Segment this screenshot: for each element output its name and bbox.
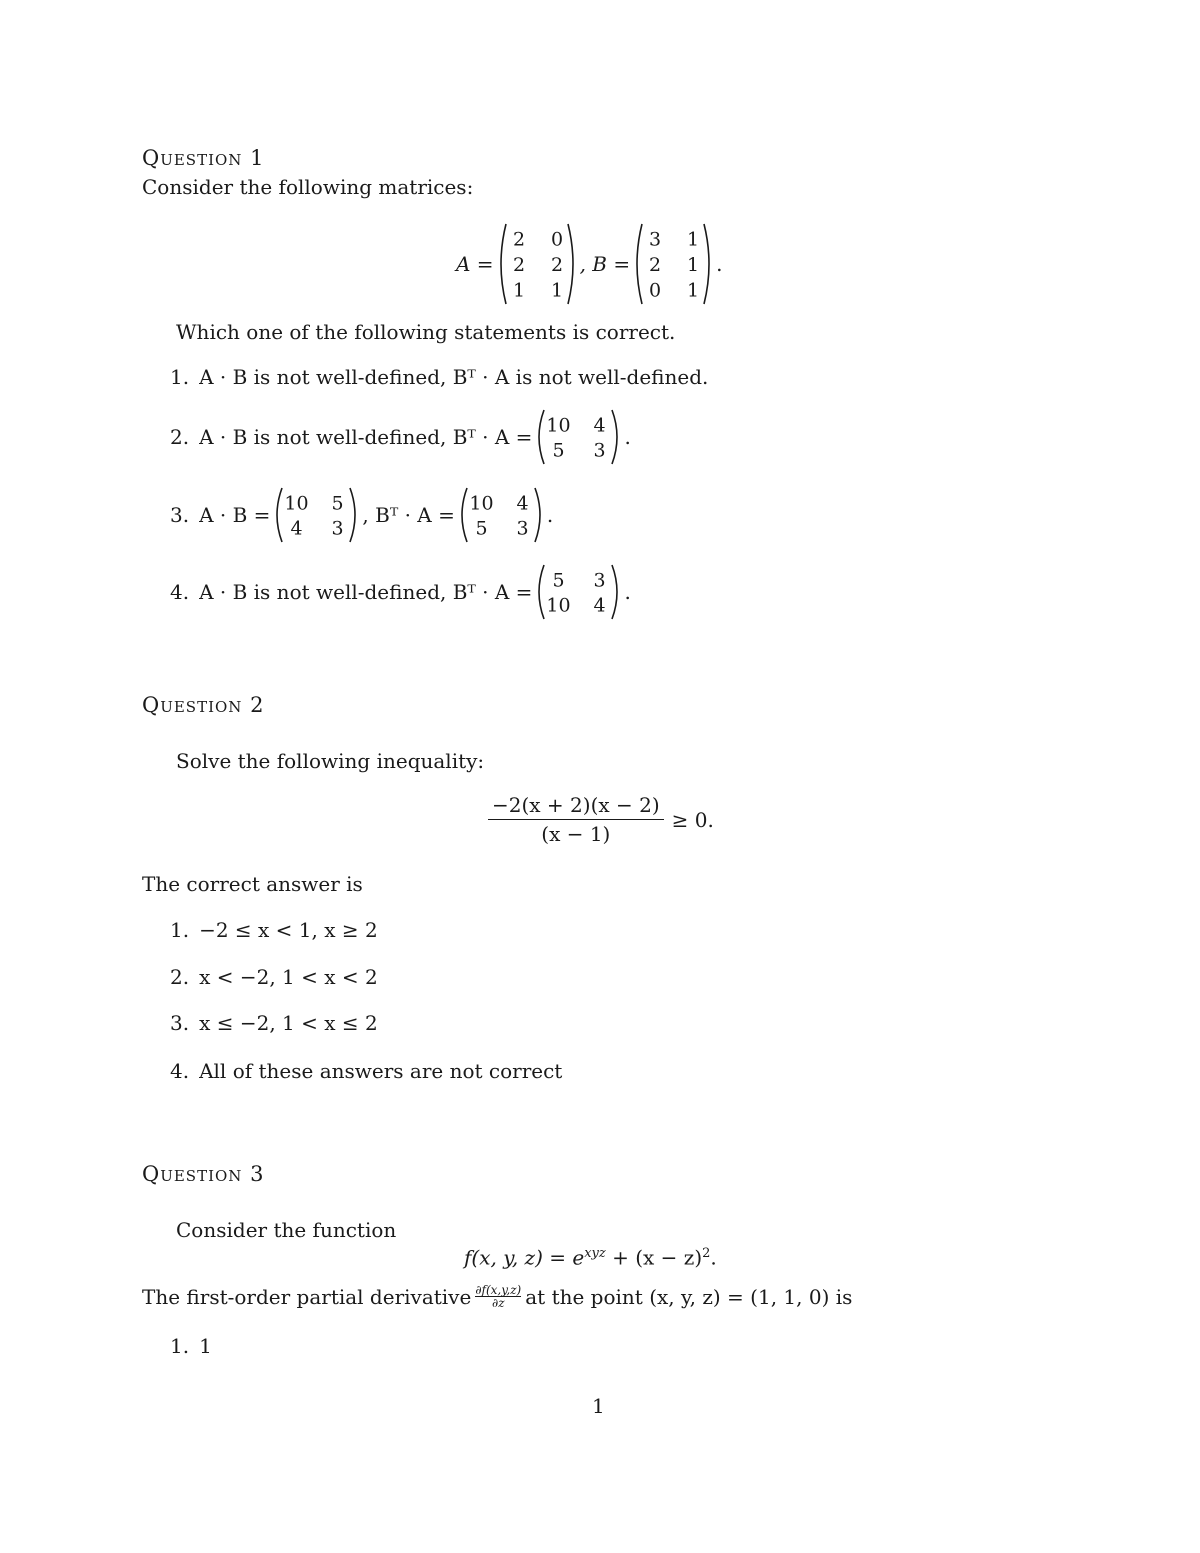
matrix-cell: 1 (512, 279, 525, 302)
matrix-cell: 3 (516, 517, 529, 540)
matrices-display (456, 222, 722, 306)
matrix-cell: 2 (512, 228, 525, 251)
page-number: 1 (592, 1394, 605, 1418)
matrix-cell: 3 (593, 439, 606, 462)
inequality-fraction (488, 795, 664, 844)
question-1-intro: Consider the following matrices: (142, 175, 474, 199)
question-1-heading: Question 1 (142, 146, 265, 170)
derivative-denominator: ∂z (492, 1296, 505, 1310)
derivative-fraction (475, 1284, 521, 1309)
left-paren (637, 224, 642, 304)
option-text: x < −2, 1 < x < 2 (199, 965, 378, 989)
matrix-a (497, 222, 577, 306)
right-paren (612, 565, 617, 619)
left-paren (539, 410, 544, 464)
left-paren (539, 565, 544, 619)
option-text: 1 (199, 1334, 212, 1358)
matrix-cell: 4 (290, 517, 303, 540)
question-3-intro: Consider the function (176, 1218, 397, 1242)
derivative-line (142, 1284, 852, 1309)
q2-option-3[interactable] (170, 1013, 378, 1033)
matrix-cell: 10 (546, 414, 572, 437)
option-text-a: A · B = (199, 503, 271, 527)
function-rhs: + (x − z) (605, 1245, 703, 1270)
function-display (464, 1247, 717, 1268)
matrix-cell: 4 (593, 594, 606, 617)
option-number: 3. (170, 503, 190, 527)
right-paren (612, 410, 617, 464)
fraction-denominator: (x − 1) (541, 822, 611, 846)
option-3-matrix-b (458, 486, 544, 544)
inequality-rhs: ≥ 0. (671, 807, 714, 832)
matrix-cell: 1 (550, 279, 563, 302)
right-paren (350, 488, 355, 542)
question-2-intro: Solve the following inequality: (176, 749, 485, 773)
q1-option-2[interactable]: 2. A · B is not well-defined, Bᵀ · A = 10 4 5 3 . (170, 408, 631, 466)
matrix-cell: 1 (687, 254, 700, 276)
right-paren (535, 488, 540, 542)
question-1-prompt: Which one of the following statements is correct. (176, 320, 676, 344)
option-text: A · B is not well-defined, Bᵀ · A = (199, 425, 533, 449)
matrix-cell: 10 (546, 594, 572, 617)
derivative-prefix: The first-order partial derivative (142, 1284, 472, 1309)
option-number: 1. (170, 1334, 190, 1358)
matrix-cell: 3 (593, 569, 606, 592)
q2-option-4[interactable] (170, 1061, 562, 1081)
q2-option-1[interactable] (170, 920, 378, 940)
matrix-cell: 1 (687, 228, 700, 251)
function-lhs: f(x, y, z) = e (464, 1245, 585, 1270)
matrix-cell: 2 (512, 254, 525, 276)
q3-option-1[interactable] (170, 1336, 212, 1356)
option-3-matrix-a (273, 486, 359, 544)
right-paren (704, 224, 709, 304)
q1-option-4[interactable]: 4. A · B is not well-defined, Bᵀ · A = 5 3 10 4 . (170, 563, 631, 621)
function-square: 2 (702, 1246, 711, 1261)
matrix-cell: 3 (649, 228, 662, 251)
question-2-answer-intro: The correct answer is (142, 872, 363, 896)
right-paren (568, 224, 573, 304)
derivative-numerator: ∂f(x,y,z) (475, 1283, 522, 1297)
matrix-cell: 10 (284, 492, 310, 515)
option-text: A · B is not well-defined, Bᵀ · A = (199, 580, 533, 604)
matrix-cell: 5 (552, 569, 565, 592)
matrix-cell: 1 (687, 279, 700, 302)
option-text: x ≤ −2, 1 < x ≤ 2 (199, 1011, 378, 1035)
option-text: A · B is not well-defined, Bᵀ · A is not well-defined. (199, 365, 709, 389)
option-text-b: , Bᵀ · A = (362, 503, 455, 527)
fraction-numerator: −2(x + 2)(x − 2) (492, 793, 660, 817)
option-number: 2. (170, 425, 190, 449)
q2-option-2[interactable] (170, 967, 378, 987)
matrix-b (633, 222, 713, 306)
matrix-b-label: , B = (579, 252, 631, 276)
function-end: . (710, 1245, 717, 1270)
option-number: 3. (170, 1011, 190, 1035)
matrix-cell: 4 (516, 492, 529, 515)
matrix-cell: 4 (593, 414, 606, 437)
inequality-display (488, 795, 714, 844)
matrix-a-label: A = (456, 252, 494, 276)
option-4-matrix (535, 563, 621, 621)
matrix-cell: 0 (550, 228, 563, 251)
left-paren (277, 488, 282, 542)
q1-option-3[interactable]: 3. A · B = 10 5 4 3 , Bᵀ · A = 10 4 5 3 . (170, 486, 553, 544)
matrix-cell: 10 (469, 492, 494, 515)
option-number: 1. (170, 365, 190, 389)
option-number: 4. (170, 580, 190, 604)
matrix-cell: 0 (649, 279, 662, 302)
function-exponent: xyz (584, 1246, 606, 1261)
derivative-suffix: at the point (x, y, z) = (1, 1, 0) is (525, 1284, 853, 1309)
question-3-heading: Question 3 (142, 1162, 265, 1186)
option-number: 4. (170, 1059, 190, 1083)
option-2-matrix (535, 408, 621, 466)
matrix-cell: 2 (649, 254, 662, 276)
option-text: −2 ≤ x < 1, x ≥ 2 (199, 918, 378, 942)
option-text: All of these answers are not correct (199, 1059, 563, 1083)
option-number: 1. (170, 918, 190, 942)
matrix-cell: 5 (475, 517, 488, 540)
left-paren (462, 488, 467, 542)
matrix-period: . (716, 252, 723, 276)
matrix-cell: 5 (331, 492, 344, 515)
matrix-cell: 3 (331, 517, 344, 540)
question-2-heading: Question 2 (142, 693, 265, 717)
q1-option-1[interactable] (170, 367, 708, 387)
matrix-cell: 2 (550, 254, 563, 276)
option-number: 2. (170, 965, 190, 989)
matrix-cell: 5 (552, 439, 565, 462)
left-paren (501, 224, 506, 304)
